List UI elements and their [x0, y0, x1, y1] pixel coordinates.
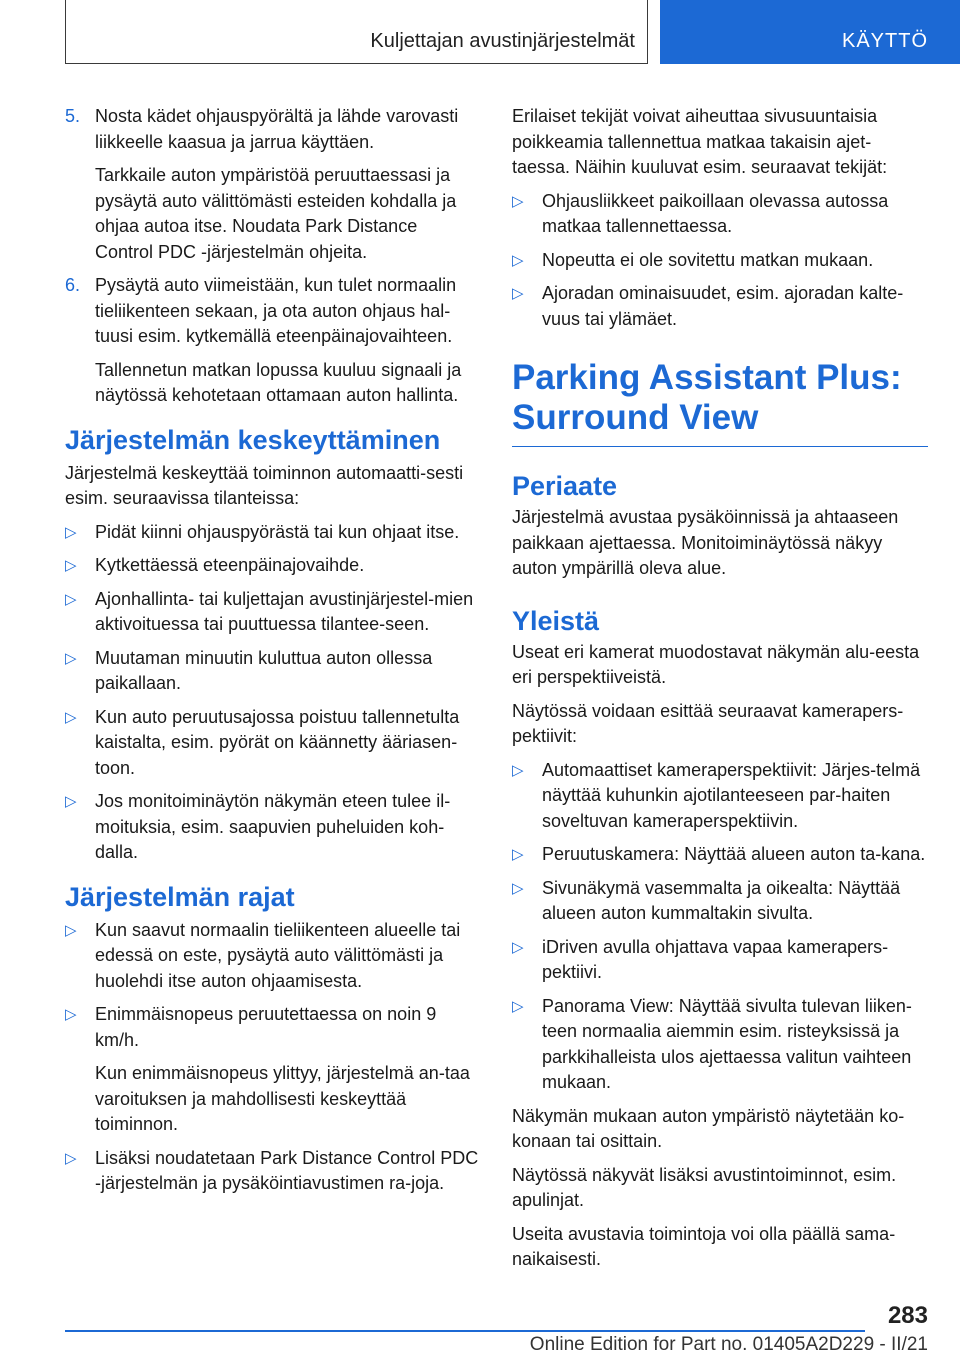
- bullet-triangle-icon: ▷: [65, 793, 77, 810]
- list-item-text: Enimmäisnopeus peruutettaessa on noin 9 km/h.: [95, 1004, 437, 1050]
- bullet-triangle-icon: ▷: [65, 523, 77, 541]
- list-item: [512, 248, 928, 274]
- chapter-tab-label: KÄYTTÖ: [841, 30, 928, 52]
- heading-limits: Järjestelmän rajat: [65, 881, 295, 912]
- bullet-triangle-icon: ▷: [512, 285, 524, 302]
- list-item: [512, 758, 928, 835]
- bullet-triangle-icon: ▷: [65, 921, 77, 939]
- list-item-text: Kun enimmäisnopeus ylittyy, järjestelmä an‐taa varoituksen ja mahdollisesti keskeyttää toiminnon.: [95, 1063, 470, 1134]
- list-item: [65, 705, 480, 782]
- list-item: [512, 994, 928, 1096]
- step-text: Tallennetun matkan lopussa kuuluu signaali ja näytössä kehotetaan ottamaan auton hallinta.: [95, 359, 462, 405]
- list-item-text: Pidät kiinni ohjauspyörästä tai kun ohjaat itse.: [95, 521, 460, 542]
- bullet-triangle-icon: ▷: [512, 879, 524, 897]
- list-item: [65, 520, 480, 546]
- list-item: [512, 935, 928, 986]
- list-item: [65, 646, 480, 697]
- list-item-text: Lisäksi noudatetaan Park Distance Control PDC -järjestelmän ja pysäköintiavustimen ra‐joja.: [95, 1147, 479, 1193]
- general-text: Näytössä voidaan esittää seuraavat kamerapers‐pektiivit:: [512, 700, 904, 746]
- bullet-triangle-icon: ▷: [512, 846, 524, 863]
- footer-divider: [65, 1330, 865, 1332]
- factors-intro: Erilaiset tekijät voivat aiheuttaa sivusuuntaisia poikkeamia tallennettua matkaa takaisin ajet‐taessa. Näihin kuuluvat esim. seuraavat tekijät:: [512, 106, 888, 177]
- list-item-text: Ajonhallinta- tai kuljettajan avustinjärjestel‐mien aktivoituessa tai puuttuessa tilantee‐seen.: [95, 588, 474, 634]
- list-item-text: Nopeutta ei ole sovitettu matkan mukaan.: [542, 249, 874, 270]
- step-text: Nosta kädet ohjauspyörältä ja lähde varovasti liikkeelle kaasua ja jarrua käyttäen.: [95, 106, 459, 152]
- heading-general: Yleistä: [512, 605, 600, 636]
- list-item: [512, 281, 928, 332]
- step-text: Tarkkaile auton ympäristöä peruuttaessasi ja pysäytä auto välittömästi esteiden kohdalla ja ohjaa autoa itse. Noudata Park Distance Control PDC -järjestelmän ohjeita.: [95, 165, 457, 262]
- general-text: Useat eri kamerat muodostavat näkymän alu‐eesta eri perspektiiveistä.: [512, 641, 920, 687]
- bullet-triangle-icon: ▷: [65, 557, 77, 574]
- list-item: [512, 876, 928, 927]
- chapter-tab: [660, 0, 960, 64]
- list-item-text: Panorama View: Näyttää sivulta tulevan liiken‐teen normaalia aiemmin esim. risteyksissä ja parkkihalleista ulos ajettaessa valitun vaihteen mukaan.: [542, 995, 912, 1092]
- list-item-text: Muutaman minuutin kuluttua auton ollessa paikallaan.: [95, 647, 433, 693]
- right-column: [512, 104, 928, 1281]
- interrupt-intro: Järjestelmä keskeyttää toiminnon automaatti‐sesti esim. seuraavissa tilanteissa:: [65, 462, 464, 508]
- list-item: [65, 789, 480, 866]
- list-item-text: Ajoradan ominaisuudet, esim. ajoradan kalte‐vuus tai ylämäet.: [542, 283, 904, 329]
- bullet-triangle-icon: ▷: [512, 997, 524, 1015]
- list-item-text: Ohjausliikkeet paikoillaan olevassa autossa matkaa tallennettaessa.: [542, 190, 889, 236]
- list-item: [65, 918, 480, 995]
- list-item-text: Kytkettäessä eteenpäinajovaihde.: [95, 555, 365, 575]
- bullet-triangle-icon: ▷: [65, 590, 77, 608]
- heading-main: Parking Assistant Plus: Surround View: [512, 358, 928, 447]
- bullet-triangle-icon: ▷: [65, 649, 77, 667]
- list-item-text: Kun saavut normaalin tieliikenteen alueelle tai edessä on este, pysäytä auto välittömästi ja huolehdi itse auton ohjaamisesta.: [95, 919, 461, 991]
- heading-principle: Periaate: [512, 471, 618, 501]
- list-item: [512, 189, 928, 240]
- step-6: [65, 273, 480, 409]
- tail-text: Näytössä näkyvät lisäksi avustintoiminnot, esim. apulinjat.: [512, 1164, 897, 1210]
- bullet-triangle-icon: ▷: [65, 708, 77, 726]
- tail-text: Näkymän mukaan auton ympäristö näytetään ko‐konaan tai osittain.: [512, 1105, 905, 1151]
- list-item: [65, 1002, 480, 1138]
- bullet-triangle-icon: ▷: [512, 761, 524, 779]
- list-item: [65, 1146, 480, 1197]
- list-item-text: Kun auto peruutusajossa poistuu tallennetulta kaistalta, esim. pyörät on käännetty ääriasen‐toon.: [95, 706, 460, 778]
- bullet-triangle-icon: ▷: [65, 1149, 77, 1167]
- left-column: [65, 104, 480, 1205]
- list-item-text: Jos monitoiminäytön näkymän eteen tulee il‐moituksia, esim. saapuvien puheluiden koh‐dalla.: [95, 791, 451, 862]
- list-item: [65, 553, 480, 579]
- bullet-triangle-icon: ▷: [65, 1006, 77, 1023]
- list-item-text: Automaattiset kameraperspektiivit: Järjes‐telmä näyttää kuhunkin ajotilanteeseen par‐haiten soveltuvan kameraperspektiivin.: [542, 759, 921, 831]
- heading-interrupt: Järjestelmän keskeyttäminen: [65, 424, 441, 455]
- principle-text: Järjestelmä avustaa pysäköinnissä ja ahtaaseen paikkaan ajettaessa. Monitoiminäytössä näkyy auton ympärillä oleva alue.: [512, 507, 899, 578]
- step-5: [65, 104, 480, 265]
- header-section-title: Kuljettajan avustinjärjestelmät: [370, 30, 635, 52]
- footer-edition: Online Edition for Part no. 01405A2D229 - II/21: [529, 1334, 928, 1355]
- list-item-text: Sivunäkymä vasemmalta ja oikealta: Näyttää alueen auton kummaltakin sivulta.: [542, 877, 901, 923]
- step-text: Pysäytä auto viimeistään, kun tulet normaalin tieliikenteen sekaan, ja ota auton ohjaus hal‐tuusi esim. kytkemällä eteenpäinajovaihteen.: [95, 275, 457, 346]
- list-item: [512, 842, 928, 868]
- page-number: 283: [887, 1302, 928, 1329]
- list-item-text: iDriven avulla ohjattava vapaa kamerapers‐pektiivi.: [542, 936, 889, 982]
- bullet-triangle-icon: ▷: [512, 192, 524, 210]
- step-number: 5.: [65, 106, 81, 126]
- bullet-triangle-icon: ▷: [512, 251, 524, 269]
- bullet-triangle-icon: ▷: [512, 938, 524, 956]
- step-number: 6.: [65, 275, 81, 295]
- header-section-box: [65, 0, 648, 64]
- tail-text: Useita avustavia toimintoja voi olla päällä sama‐naikaisesti.: [512, 1223, 896, 1269]
- list-item: [65, 587, 480, 638]
- list-item-text: Peruutuskamera: Näyttää alueen auton ta‐kana.: [542, 844, 926, 864]
